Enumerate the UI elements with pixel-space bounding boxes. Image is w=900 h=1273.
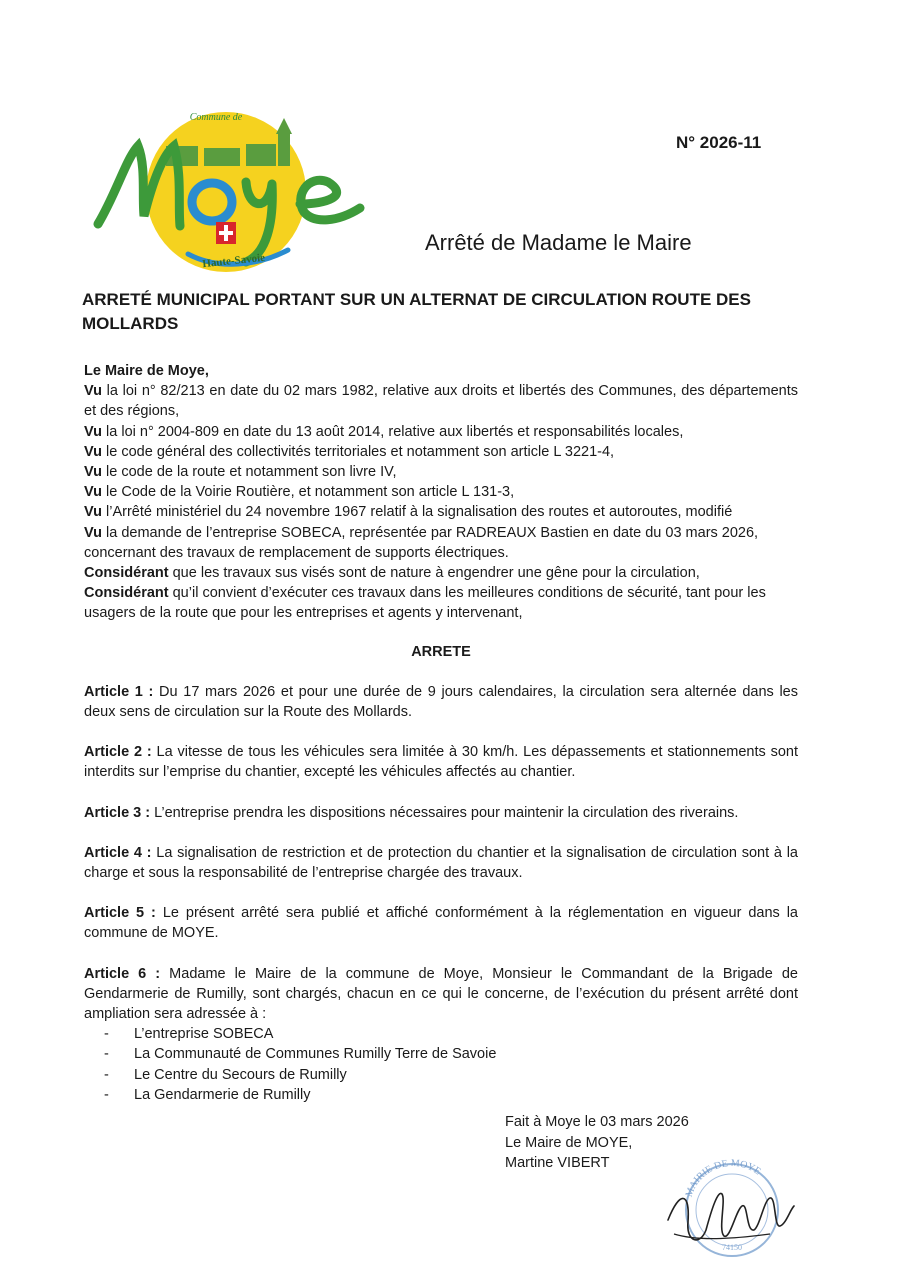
article-2: Article 2 : La vitesse de tous les véhicules sera limitée à 30 km/h. Les dépassements et stationnements sont interdits sur l’emprise du chantier, excepté les véhicules affectés au chantier. <box>84 744 798 781</box>
signatory-name: Martine VIBERT <box>505 1155 610 1171</box>
stamp-bottom: 74150 <box>722 1243 742 1252</box>
article-3: Article 3 : L’entreprise prendra les dispositions nécessaires pour maintenir la circulation des riverains. <box>84 804 739 821</box>
commune-logo <box>88 104 373 274</box>
article-4: Article 4 : La signalisation de restriction et de protection du chantier et la signalisation de circulation sont à la charge et sous la responsabilité de l’entreprise chargée des travaux. <box>84 844 798 882</box>
decision-heading: ARRETE <box>411 643 471 660</box>
svg-text:MAIRIE DE MOYE <box>684 1158 763 1199</box>
considerant-item: Considérant que les travaux sus visés sont de nature à engendrer une gêne pour la circulation, <box>84 565 700 582</box>
recipient-item: - La Gendarmerie de Rumilly <box>104 1085 798 1105</box>
article-1: Article 1 : Du 17 mars 2026 et pour une durée de 9 jours calendaires, la circulation sera alternée dans les deux sens de circulation sur la Route des Mollards. <box>84 683 798 721</box>
logo-top-text: Commune de <box>189 112 243 123</box>
signatory-role: Le Maire de MOYE, <box>505 1134 633 1151</box>
visa-item: Vu la demande de l’entreprise SOBECA, représentée par RADREAUX Bastien en date du 03 mars 2026, concernant des travaux de remplacement de supports électriques. <box>84 524 759 561</box>
visa-item: Vu l’Arrêté ministériel du 24 novembre 1967 relatif à la signalisation des routes et autoroutes, modifié <box>84 504 733 521</box>
visa-item: Vu le Code de la Voirie Routière, et notamment son article L 131-3, <box>84 484 515 501</box>
recipient-item: - La Communauté de Communes Rumilly Terre de Savoie <box>104 1044 798 1064</box>
visa-item: Vu la loi n° 82/213 en date du 02 mars 1982, relative aux droits et libertés des Communes, des départements et des régions, <box>84 383 798 420</box>
visa-item: Vu le code de la route et notamment son livre IV, <box>84 464 397 481</box>
recipient-item: - Le Centre du Secours de Rumilly <box>104 1065 798 1085</box>
visa-item: Vu le code général des collectivités territoriales et notamment son article L 3221-4, <box>84 443 615 460</box>
document-subtitle: Arrêté de Madame le Maire <box>425 230 692 255</box>
stamp-text: MAIRIE DE MOYE <box>683 1157 763 1199</box>
visa-item: Vu la loi n° 2004-809 en date du 13 août 2014, relative aux libertés et responsabilités locales, <box>84 423 684 440</box>
preamble-opening: Le Maire de Moye, <box>84 363 209 379</box>
logo-e-letter <box>300 180 360 220</box>
article-5: Article 5 : Le présent arrêté sera publié et affiché conformément à la réglementation en vigueur dans la commune de MOYE. <box>84 905 798 942</box>
savoie-cross-icon <box>216 222 236 244</box>
mairie-stamp <box>660 1150 800 1260</box>
place-date: Fait à Moye le 03 mars 2026 <box>505 1114 689 1130</box>
article-6: Article 6 : Madame le Maire de la commune de Moye, Monsieur le Commandant de la Brigade de Gendarmerie de Rumilly, sont chargés, chacun en ce qui le concerne, de l’exécution du présent arrêté dont ampliation sera adressée à : <box>84 965 798 1023</box>
page-title: ARRETÉ MUNICIPAL PORTANT SUR UN ALTERNAT DE CIRCULATION ROUTE DES MOLLARDS <box>82 290 751 333</box>
recipients-list <box>84 1024 798 1105</box>
recipient-item: - L’entreprise SOBECA <box>104 1024 798 1044</box>
logo-bottom-text: Haute-Savoie <box>201 251 266 271</box>
considerant-item: Considérant qu’il convient d’exécuter ces travaux dans les meilleures conditions de sécurité, tant pour les usagers de la route que pour les entreprises et agents y intervenant, <box>84 585 766 622</box>
arrete-number: N° 2026-11 <box>676 133 762 152</box>
document-body <box>84 361 798 1105</box>
